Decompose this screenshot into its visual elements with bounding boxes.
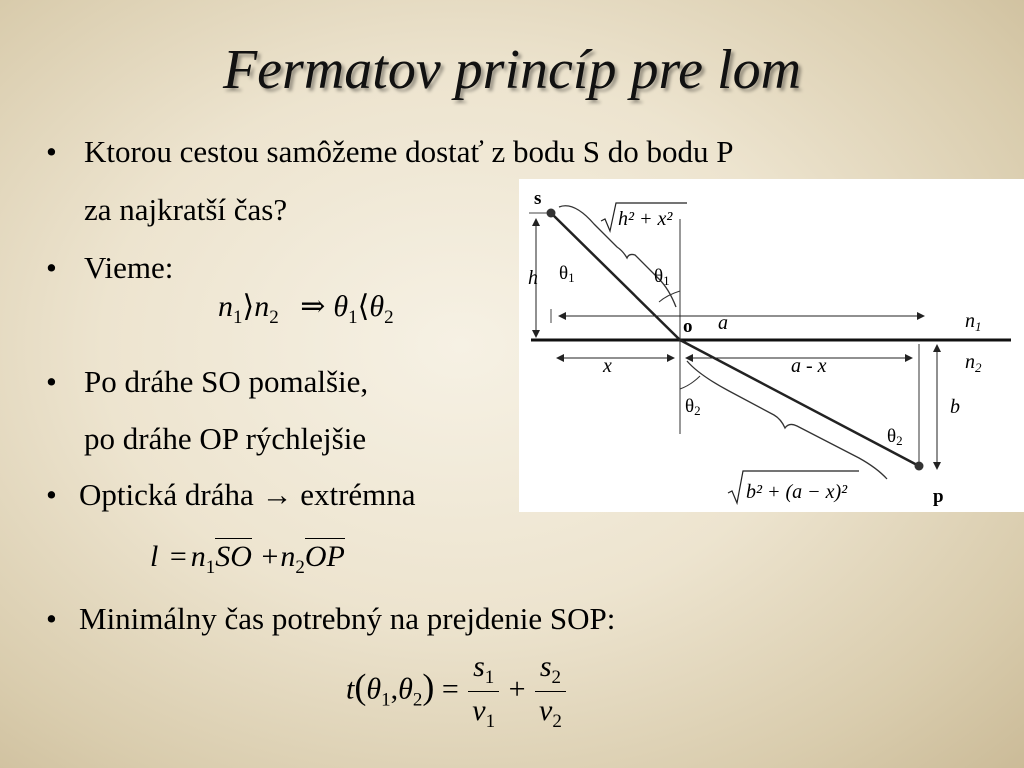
label-o: o [683, 316, 693, 337]
bullet-vieme [46, 250, 174, 285]
bullet-slower-faster [46, 364, 369, 399]
bullet-dot: • [46, 601, 57, 636]
eq-symbol: ) [422, 666, 435, 707]
eq-symbol: n [280, 540, 296, 573]
refraction-diagram [519, 179, 1024, 512]
eq-subscript: 1 [381, 689, 391, 711]
eq-symbol: ( [354, 666, 367, 707]
eq-symbol: = [169, 540, 187, 573]
eq-symbol: ⟨ [357, 290, 370, 323]
label-s: s [534, 188, 542, 209]
bullet-text: Ktorou cestou samôžeme dostať z bodu S do bodu P [84, 134, 734, 169]
eq-symbol: s [473, 650, 485, 683]
eq-symbol: n [218, 290, 233, 323]
label-x: x [603, 355, 612, 377]
eq-symbol: v [539, 694, 553, 727]
label-a-minus-x: a - x [791, 355, 827, 377]
eq-subscript: 2 [384, 307, 394, 328]
bullet-dot: • [46, 134, 57, 169]
label-theta1-right: θ1 [654, 266, 670, 288]
eq-symbol: n [190, 540, 206, 573]
equation-time [346, 650, 568, 733]
bullet-optical-path [46, 477, 416, 512]
equation-refraction-relation [218, 289, 394, 329]
bullet-dot: • [46, 364, 57, 399]
eq-subscript: 2 [269, 307, 279, 328]
label-theta2-left: θ2 [685, 396, 701, 418]
eq-symbol: + [261, 540, 279, 573]
slide-title: Fermatov princíp pre lom [222, 39, 802, 101]
eq-subscript: 1 [205, 557, 216, 578]
svg-text:h² + x²: h² + x² [618, 208, 673, 230]
bullet-slower-faster-cont: po dráhe OP rýchlejšie [84, 421, 367, 456]
label-b: b [950, 396, 960, 418]
eq-subscript: 2 [552, 711, 562, 732]
theta2-arc-normal [680, 376, 700, 389]
bullet-text: Optická dráha → extrémna [79, 477, 416, 512]
label-theta2-right: θ2 [887, 426, 903, 448]
eq-symbol: t [346, 672, 355, 706]
bullet-minimal-time [46, 601, 616, 636]
eq-symbol: + [508, 672, 526, 706]
bullet-question [46, 134, 734, 169]
label-h: h [528, 267, 538, 289]
eq-symbol: θ [369, 290, 385, 323]
bullet-text: Minimálny čas potrebný na prejdenie SOP: [79, 601, 616, 636]
eq-subscript: 2 [551, 667, 562, 688]
eq-symbol: ⟩ [242, 290, 255, 323]
eq-symbol: θ [398, 672, 413, 706]
point-s [547, 209, 556, 218]
eq-symbol: θ [366, 672, 382, 706]
bullet-question-cont: za najkratší čas? [84, 192, 288, 227]
brace-op [687, 361, 887, 479]
eq-overline-segment: OP [304, 540, 345, 573]
sqrt-so-label [601, 203, 687, 231]
fraction-s1-v1 [468, 650, 499, 733]
bullet-text: Po dráhe SO pomalšie, [84, 364, 369, 399]
eq-symbol: = [441, 672, 459, 706]
eq-subscript: 1 [233, 307, 243, 328]
label-n1: $n_1$ [965, 310, 982, 334]
eq-symbol: l [150, 540, 159, 573]
eq-subscript: 2 [295, 557, 305, 578]
bullet-dot: • [46, 477, 57, 512]
eq-subscript: 2 [412, 689, 423, 711]
fraction-s2-v2 [535, 650, 566, 733]
label-theta1-left: θ1 [559, 263, 575, 285]
eq-subscript: 1 [348, 307, 358, 328]
eq-symbol: θ [333, 290, 349, 323]
label-n2: $n_2$ [965, 351, 982, 375]
eq-symbol: v [472, 694, 486, 727]
svg-text:b² + (a − x)²: b² + (a − x)² [746, 481, 848, 503]
eq-subscript: 1 [484, 667, 495, 688]
eq-subscript: 1 [485, 711, 496, 732]
eq-symbol: ⇒ [300, 290, 326, 323]
eq-overline-segment: SO [215, 540, 252, 573]
label-a: a [718, 312, 728, 334]
label-p: p [933, 486, 944, 507]
eq-symbol: n [254, 290, 270, 323]
sqrt-op-label [728, 471, 859, 503]
eq-symbol: , [390, 672, 399, 706]
bullet-text: Vieme: [84, 250, 174, 285]
eq-symbol: s [539, 650, 552, 683]
equation-optical-path [150, 540, 345, 579]
bullet-dot: • [46, 250, 57, 285]
